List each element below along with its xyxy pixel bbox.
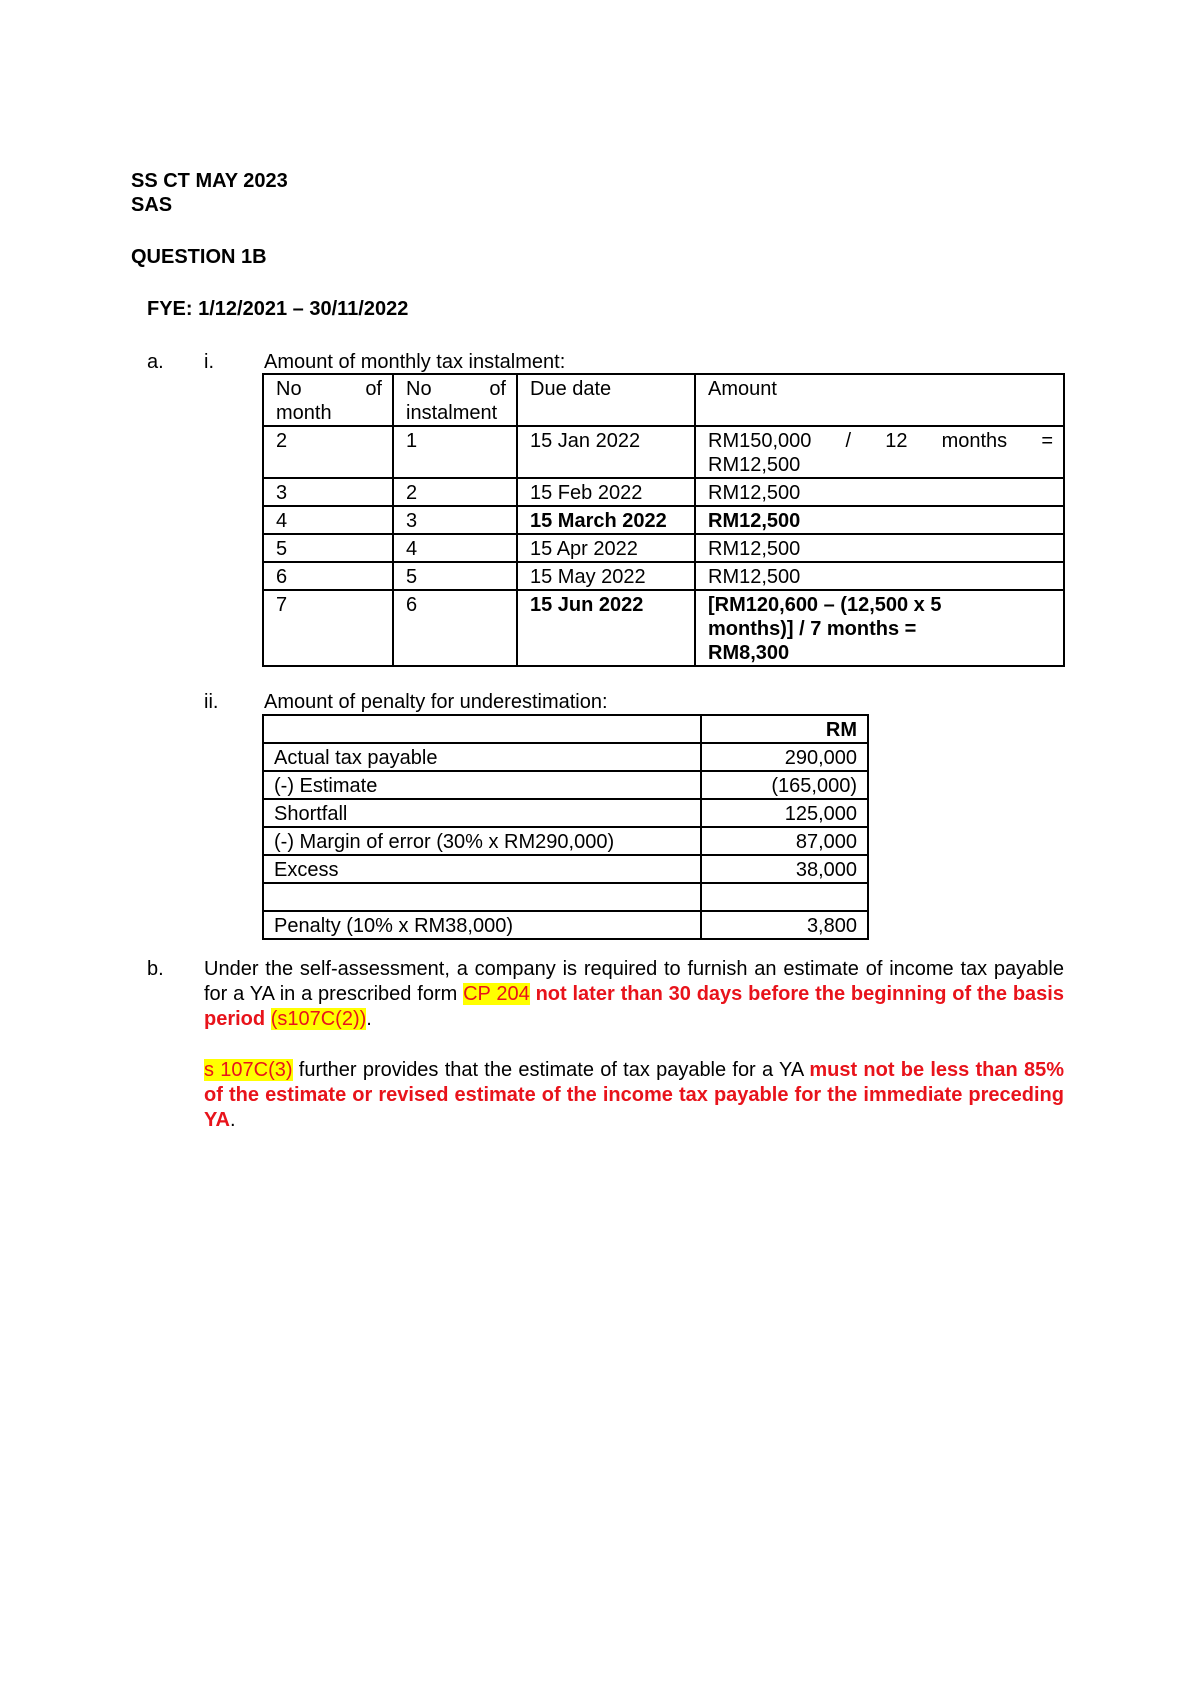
penalty-value: 87,000 (701, 827, 868, 855)
penalty-value: 38,000 (701, 855, 868, 883)
cell-month: 2 (263, 426, 393, 478)
p1-form-highlight: CP 204 (463, 983, 530, 1005)
cell-due-date: 15 March 2022 (517, 506, 695, 534)
p2-ref-highlight: s 107C(3) (204, 1059, 293, 1081)
cell-instalment: 4 (393, 534, 517, 562)
p2-red-text: must not be less than 85% of the estimate or revised estimate of the income tax payable for the immediate preceding YA (204, 1059, 1065, 1131)
doc-title: SS CT MAY 2023 (131, 170, 288, 192)
table-row (263, 506, 1064, 534)
cell-instalment: 1 (393, 426, 517, 478)
table-row (263, 883, 868, 911)
penalty-title: Amount of penalty for underestimation: (264, 691, 608, 713)
instalment-table (262, 373, 1065, 667)
cell-due-date: 15 Feb 2022 (517, 478, 695, 506)
table-row (263, 771, 868, 799)
penalty-label: Shortfall (263, 799, 701, 827)
penalty-value (701, 883, 868, 911)
table-header-row (263, 374, 1064, 426)
cell-due-date: 15 Jun 2022 (517, 590, 695, 666)
cell-instalment: 6 (393, 590, 517, 666)
penalty-value: 125,000 (701, 799, 868, 827)
cell-instalment: 5 (393, 562, 517, 590)
penalty-header-blank (263, 715, 701, 743)
part-a-i-marker: i. (204, 351, 214, 373)
penalty-value: 290,000 (701, 743, 868, 771)
penalty-label: Penalty (10% x RM38,000) (263, 911, 701, 939)
penalty-label: Actual tax payable (263, 743, 701, 771)
p2-text: further provides that the estimate of tax payable for a YA (298, 1059, 804, 1081)
part-b-marker: b. (147, 958, 164, 980)
table-row (263, 799, 868, 827)
penalty-value: (165,000) (701, 771, 868, 799)
part-a-marker: a. (147, 351, 164, 373)
cell-month: 3 (263, 478, 393, 506)
header-no-of-month: No of month (263, 374, 393, 426)
cell-amount: RM12,500 (695, 478, 1064, 506)
cell-month: 5 (263, 534, 393, 562)
cell-amount: RM150,000 / 12 months = RM12,500 (695, 426, 1064, 478)
table-row (263, 855, 868, 883)
doc-subtitle: SAS (131, 194, 173, 216)
cell-month: 6 (263, 562, 393, 590)
table-row (263, 478, 1064, 506)
penalty-value: 3,800 (701, 911, 868, 939)
cell-amount: [RM120,600 – (12,500 x 5 months)] / 7 months = RM8,300 (695, 590, 1064, 666)
p1-text: Under the self-assessment, a company is required to furnish an estimate of income tax payable for a YA in a prescribed form (204, 958, 1064, 1005)
header-amount: Amount (695, 374, 1064, 426)
table-row (263, 590, 1064, 666)
cell-instalment: 3 (393, 506, 517, 534)
penalty-label: (-) Estimate (263, 771, 701, 799)
p1-ref-highlight: (s107C(2)) (270, 1008, 367, 1030)
table-row (263, 827, 868, 855)
part-b-paragraph-1: Under the self-assessment, a company is required to furnish an estimate of income tax payable for a YA in a prescribed form CP 204 not later than 30 days before the beginning of the basis period (s107C(2)). (204, 958, 1064, 1030)
cell-amount: RM12,500 (695, 534, 1064, 562)
instalment-title: Amount of monthly tax instalment: (264, 351, 566, 373)
penalty-label: Excess (263, 855, 701, 883)
penalty-table (262, 714, 869, 940)
table-row (263, 743, 868, 771)
fye-line: FYE: 1/12/2021 – 30/11/2022 (147, 298, 409, 320)
cell-amount: RM12,500 (695, 506, 1064, 534)
penalty-label (263, 883, 701, 911)
cell-due-date: 15 May 2022 (517, 562, 695, 590)
header-rm: RM (701, 715, 868, 743)
cell-due-date: 15 Jan 2022 (517, 426, 695, 478)
cell-due-date: 15 Apr 2022 (517, 534, 695, 562)
penalty-label: (-) Margin of error (30% x RM290,000) (263, 827, 701, 855)
table-row (263, 911, 868, 939)
penalty-header-row (263, 715, 868, 743)
part-b-paragraph-2: s 107C(3) further provides that the estimate of tax payable for a YA must not be less than 85% of the estimate or revised estimate of the income tax payable for the immediate preceding YA. (204, 1059, 1065, 1131)
table-row (263, 562, 1064, 590)
cell-instalment: 2 (393, 478, 517, 506)
header-due-date: Due date (517, 374, 695, 426)
table-row (263, 534, 1064, 562)
p1-red-text: not later than 30 days before the beginning of the basis period (204, 983, 1064, 1030)
cell-amount: RM12,500 (695, 562, 1064, 590)
question-heading: QUESTION 1B (131, 246, 267, 268)
part-a-ii-marker: ii. (204, 691, 219, 713)
cell-month: 4 (263, 506, 393, 534)
table-row (263, 426, 1064, 478)
cell-month: 7 (263, 590, 393, 666)
header-no-of-instalment: No of instalment (393, 374, 517, 426)
